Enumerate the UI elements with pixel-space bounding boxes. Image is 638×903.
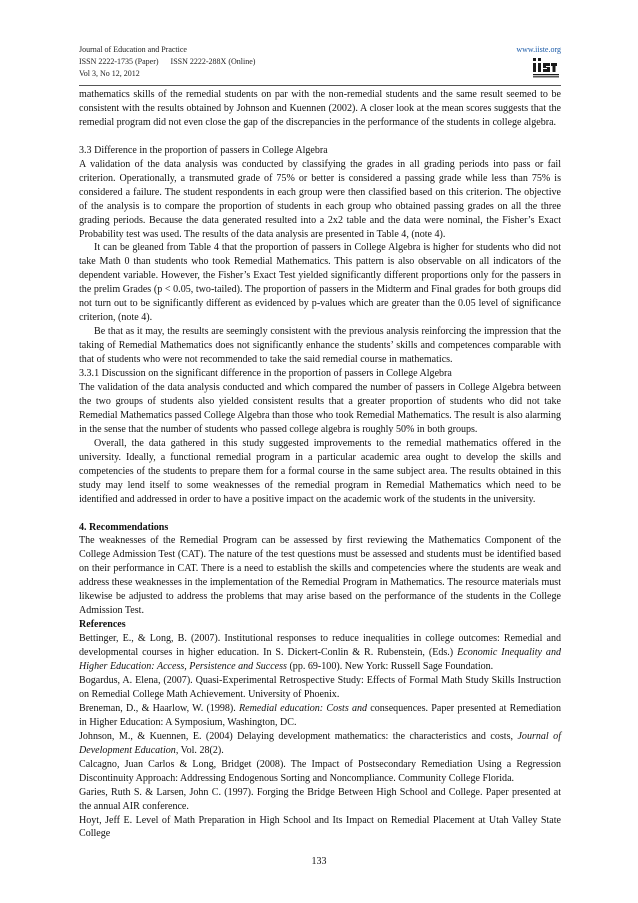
section-heading-recommendations: 4. Recommendations (79, 521, 169, 533)
section-heading-3-3-1: 3.3.1 Discussion on the significant difference in the proportion of passers in College Algebra (79, 368, 452, 380)
reference-title: Journal of Development Education (79, 730, 561, 756)
section-heading-3-3: 3.3 Difference in the proportion of passers in College Algebra (79, 144, 328, 156)
article-body (79, 88, 561, 841)
paragraph-3-3-c: Be that as it may, the results are seemingly consistent with the previous analysis reinforcing the impression that the taking of Remedial Mathematics does not significantly enhance the students’ skills and competences comparable with that of students who were not recommended to take the said remedial course in mathematics. (79, 326, 561, 366)
journal-url-link[interactable]: www.iiste.org (516, 45, 561, 54)
reference-title: Remedial education: Costs and (239, 702, 368, 714)
paragraph-intro: mathematics skills of the remedial students on par with the non-remedial students and the same result seemed to be consistent with the results obtained by Johnson and Kuennen (2002). A closer look at the mean scores suggests that the remedial program did not even close the gap of the discrepancies in the performance of the students in college algebra. (79, 89, 561, 128)
reference-item: Bogardus, A. Elena, (2007). Quasi-Experimental Retrospective Study: Effects of Formal Math Study Skills Instruction on Remedial College Math Achievement. University of Phoenix. (79, 675, 561, 700)
reference-list (79, 632, 561, 841)
issn-online: ISSN 2222-288X (Online) (170, 57, 256, 66)
reference-text: (pp. 69-100). New York: Russell Sage Foundation. (286, 661, 494, 673)
spacer (79, 130, 561, 144)
issn-print: ISSN 2222-1735 (Paper) (79, 57, 159, 66)
spacer (79, 507, 561, 521)
reference-text: Bettinger, E., & Long, B. (2007). Institutional responses to reduce inequalities in college outcomes: Remedial and developmental courses in higher education. In S. Dickert-Conlin & R. Rubenstein, (Eds.) (79, 633, 561, 659)
reference-text: , Vol. 28(2). (175, 744, 224, 756)
paragraph-recommendations: The weaknesses of the Remedial Program can be assessed by first reviewing the Mathematics Component of the College Admission Test (CAT). The nature of the test questions must be assessed and students must be identified based on their performance in CAT. There is a need to establish the skills and competencies where the students are weak and address these weaknesses in the implementation of the Remedial Program in Mathematics. The resource materials must likewise be adjusted to address the problems that may arise based on the performance of the students in the College Admission Test. (79, 535, 561, 617)
reference-text: consequences. Paper presented at Remediation in Higher Education: A Symposium, Washington, DC. (79, 702, 561, 728)
header-divider (79, 85, 561, 86)
paragraph-3-3-1-a: The validation of the data analysis conducted and which compared the number of passers in College Algebra between the two groups of students also yielded consistent results that a greater proportion of students who did not take Remedial Mathematics passed College Algebra than those who took Remedial Mathematics. The result is also alarming in the sense that the number of students who passed college algebra is roughly 50% in both groups. (79, 382, 561, 435)
journal-name: Journal of Education and Practice (79, 45, 187, 54)
page-header (79, 44, 561, 84)
page-number: 133 (311, 856, 327, 867)
reference-text: Breneman, D., & Haarlow, W. (1998). (79, 702, 239, 714)
issn-line (79, 56, 255, 67)
reference-item: Hoyt, Jeff E. Level of Math Preparation in High School and Its Impact on Remedial Placement at Utah Valley State College (79, 814, 561, 840)
reference-item (79, 632, 561, 674)
paragraph-3-3-b: It can be gleaned from Table 4 that the proportion of passers in College Algebra is higher for students who did not take Math 0 than students who took Remedial Mathematics. This pattern is also observable on all indicators of the dependent variable. However, the Fisher’s Exact Test yielded significantly different proportions only for the passers in the prelim Grades (p < 0.05, two-tailed). The proportion of passers in the Midterm and Final grades for both groups did not turn out to be significantly different as evidenced by p-values which are greater than the 0.05 level of significance criterion, (note 4). (79, 242, 561, 324)
reference-item: Garies, Ruth S. & Larsen, John C. (1997). Forging the Bridge Between High School and College. Paper presented at the annual AIR conference. (79, 786, 561, 812)
reference-title: Economic Inequality and Higher Education: Access, Persistence and Success (79, 647, 561, 673)
reference-item (79, 730, 561, 758)
references-heading: References (79, 619, 126, 631)
volume-info: Vol 3, No 12, 2012 (79, 69, 140, 78)
iiste-logo-icon (531, 57, 561, 79)
reference-item (79, 702, 561, 730)
paragraph-3-3-1-b: Overall, the data gathered in this study suggested improvements to the remedial mathematics offered in the university. Ideally, a functional remedial program in a particular academic area ought to develop the skills and competencies of the students to prepare them for a formal course in the same subject area. The results obtained in this study may lend itself to some weaknesses of the remedial program in Remedial Mathematics which need to be identified and addressed in order to have a positive impact on the academic work of the students in the university. (79, 437, 561, 505)
paragraph-3-3-a: A validation of the data analysis was conducted by classifying the grades in all grading periods into pass or fail criterion. Operationally, a transmuted grade of 75% or better is considered a passing grade while less than 75% is considered a failure. The student respondents in each group were then classified based on this criterion. The objective of the analysis is to compare the proportion of students in each group who obtained passing grades on all the three grading periods. Because the data generated resulted into a 2x2 table and the data were nominal, the Fisher’s Exact Probability test was used. The results of the data analysis are presented in Table 4, (note 4). (79, 158, 561, 240)
reference-text: Johnson, M., & Kuennen, E. (2004) Delaying development mathematics: the characteristics and costs, (79, 730, 518, 742)
reference-item: Calcagno, Juan Carlos & Long, Bridget (2008). The Impact of Postsecondary Remediation Using a Regression Discontinuity Approach: Addressing Endogenous Sorting and Noncompliance. Community College Florida. (79, 758, 561, 784)
